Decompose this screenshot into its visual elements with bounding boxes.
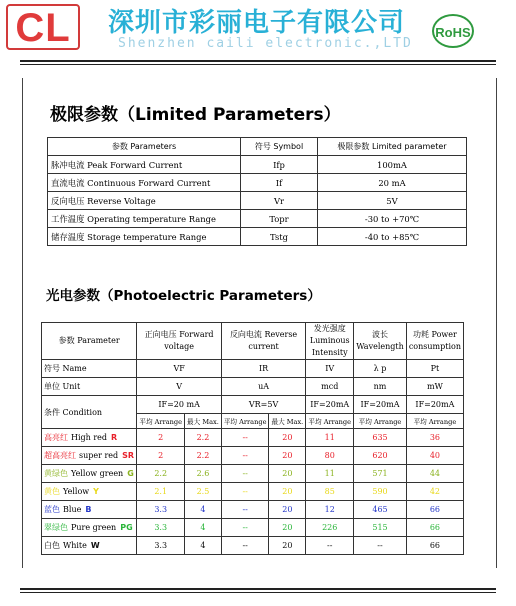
- table-cell: 平均 Arrange: [221, 414, 269, 429]
- company-name-en: Shenzhen caili electronic.,LTD: [118, 36, 413, 51]
- table-cell: --: [221, 429, 269, 447]
- table-cell: 4: [185, 519, 222, 537]
- col-header: 符号 Symbol: [241, 138, 318, 156]
- table-cell: 2.2: [185, 429, 222, 447]
- table-cell: 11: [306, 465, 354, 483]
- table-cell: IF=20mA: [354, 396, 407, 414]
- table-cell: 脉冲电流 Peak Forward Current: [48, 156, 241, 174]
- table-row: [48, 156, 467, 174]
- table-cell: 20: [269, 519, 306, 537]
- led-color-en: White: [63, 541, 87, 550]
- frame-left: [22, 78, 23, 568]
- col-header-luminous-intensity: 发光强度 Luminous Intensity: [306, 323, 354, 360]
- table-row: [48, 228, 467, 246]
- table-cell: 85: [306, 483, 354, 501]
- rohs-badge-icon: RoHS: [432, 14, 474, 48]
- table-cell: 2.2: [137, 465, 185, 483]
- led-color-code: PG: [120, 523, 133, 532]
- table-row: [42, 519, 464, 537]
- table-cell: IF=20mA: [306, 396, 354, 414]
- table-cell: 36: [406, 429, 463, 447]
- table-cell: --: [221, 519, 269, 537]
- led-color-cell: [42, 501, 137, 519]
- table-cell: --: [306, 537, 354, 555]
- table-cell: --: [221, 483, 269, 501]
- col-header: 参数 Parameters: [48, 138, 241, 156]
- led-color-cell: [42, 519, 137, 537]
- table-cell: --: [221, 465, 269, 483]
- table-cell: 100mA: [318, 156, 467, 174]
- table-cell: 平均 Arrange: [406, 414, 463, 429]
- led-color-cn: 白色: [44, 541, 60, 550]
- table-row: [48, 210, 467, 228]
- table-cell: 单位 Unit: [42, 378, 137, 396]
- col-header-forward-voltage: 正向电压 Forward voltage: [137, 323, 221, 360]
- table-cell: 590: [354, 483, 407, 501]
- table-cell: 2: [137, 429, 185, 447]
- table-cell: 5V: [318, 192, 467, 210]
- table-cell: 2.2: [185, 447, 222, 465]
- table-cell: Pt: [406, 360, 463, 378]
- table-cell: 3.3: [137, 501, 185, 519]
- table-cell: --: [354, 537, 407, 555]
- led-color-cn: 翠绿色: [44, 523, 68, 532]
- table-cell: IV: [306, 360, 354, 378]
- table-cell: nm: [354, 378, 407, 396]
- table-cell: 11: [306, 429, 354, 447]
- frame-right: [496, 78, 497, 568]
- table-cell: IF=20mA: [406, 396, 463, 414]
- table-cell: --: [221, 447, 269, 465]
- table-cell: 2: [137, 447, 185, 465]
- led-color-en: Yellow: [63, 487, 90, 496]
- table-cell: 465: [354, 501, 407, 519]
- led-color-code: W: [90, 541, 100, 550]
- table-cell: 4: [185, 501, 222, 519]
- led-color-cell: [42, 537, 137, 555]
- table-cell: 平均 Arrange: [354, 414, 407, 429]
- table-row: [42, 465, 464, 483]
- led-color-en: Yellow green: [71, 469, 124, 478]
- table-cell: --: [221, 537, 269, 555]
- table-cell: λ p: [354, 360, 407, 378]
- photoelectric-parameters-table: [41, 322, 464, 555]
- col-header-wavelength: 波长 Wavelength: [354, 323, 407, 360]
- table-cell: If: [241, 174, 318, 192]
- table-cell: 571: [354, 465, 407, 483]
- table-cell: 平均 Arrange: [306, 414, 354, 429]
- table-cell: VR=5V: [221, 396, 305, 414]
- table-cell: V: [137, 378, 221, 396]
- table-row: [42, 429, 464, 447]
- table-cell: 2.5: [185, 483, 222, 501]
- footer-rule: [20, 588, 496, 590]
- col-header-power: 功耗 Power consumption: [406, 323, 463, 360]
- table-cell: 12: [306, 501, 354, 519]
- led-color-cn: 黄色: [44, 487, 60, 496]
- table-cell: 20: [269, 429, 306, 447]
- table-cell: -40 to +85℃: [318, 228, 467, 246]
- table-cell: 620: [354, 447, 407, 465]
- table-header-row: [42, 323, 464, 360]
- table-cell: 符号 Name: [42, 360, 137, 378]
- table-cell: Topr: [241, 210, 318, 228]
- table-cell: 66: [406, 519, 463, 537]
- led-color-cn: 超高亮红: [44, 451, 76, 460]
- table-cell: -30 to +70℃: [318, 210, 467, 228]
- led-color-cell: [42, 429, 137, 447]
- table-cell: 66: [406, 537, 463, 555]
- table-cell: Vr: [241, 192, 318, 210]
- table-cell: mW: [406, 378, 463, 396]
- col-header: 极限参数 Limited parameter: [318, 138, 467, 156]
- table-cell: IF=20 mA: [137, 396, 221, 414]
- condition-row: [42, 396, 464, 414]
- limited-parameters-title: 极限参数（Limited Parameters）: [50, 105, 341, 125]
- led-color-cell: [42, 483, 137, 501]
- table-cell: 20: [269, 447, 306, 465]
- led-color-code: B: [85, 505, 92, 514]
- table-cell: 42: [406, 483, 463, 501]
- table-cell: 储存温度 Storage temperature Range: [48, 228, 241, 246]
- table-row: [42, 483, 464, 501]
- table-row: [42, 501, 464, 519]
- table-cell: 条件 Condition: [42, 396, 137, 429]
- table-cell: 反向电压 Reverse Voltage: [48, 192, 241, 210]
- header-rule: [20, 60, 496, 62]
- led-color-cell: [42, 465, 137, 483]
- table-cell: IR: [221, 360, 305, 378]
- table-cell: 20: [269, 537, 306, 555]
- table-cell: 2.1: [137, 483, 185, 501]
- led-color-cell: [42, 447, 137, 465]
- company-name-cn: 深圳市彩丽电子有限公司: [108, 8, 406, 38]
- table-cell: VF: [137, 360, 221, 378]
- table-row: [48, 174, 467, 192]
- table-cell: 515: [354, 519, 407, 537]
- led-color-en: super red: [79, 451, 119, 460]
- table-cell: 20 mA: [318, 174, 467, 192]
- table-row: [42, 537, 464, 555]
- led-color-code: G: [127, 469, 134, 478]
- photoelectric-parameters-title: 光电参数（Photoelectric Parameters）: [46, 288, 321, 304]
- table-cell: 20: [269, 465, 306, 483]
- limited-parameters-table: [47, 137, 467, 246]
- led-color-cn: 蓝色: [44, 505, 60, 514]
- table-cell: 226: [306, 519, 354, 537]
- company-logo: CL: [6, 4, 80, 50]
- unit-row: [42, 378, 464, 396]
- table-cell: 2.6: [185, 465, 222, 483]
- led-color-code: R: [111, 433, 118, 442]
- table-header-row: [48, 138, 467, 156]
- col-header-parameter: 参数 Parameter: [42, 323, 137, 360]
- table-cell: 44: [406, 465, 463, 483]
- led-color-en: Pure green: [71, 523, 117, 532]
- table-cell: 3.3: [137, 519, 185, 537]
- table-cell: 40: [406, 447, 463, 465]
- led-color-code: Y: [93, 487, 99, 496]
- led-color-en: High red: [71, 433, 108, 442]
- footer-rule-thin: [20, 592, 496, 593]
- led-color-cn: 高亮红: [44, 433, 68, 442]
- table-cell: mcd: [306, 378, 354, 396]
- table-cell: 工作温度 Operating temperature Range: [48, 210, 241, 228]
- table-cell: 20: [269, 501, 306, 519]
- table-cell: 80: [306, 447, 354, 465]
- table-cell: --: [221, 501, 269, 519]
- table-cell: uA: [221, 378, 305, 396]
- table-cell: 4: [185, 537, 222, 555]
- symbol-row: [42, 360, 464, 378]
- table-cell: Tstg: [241, 228, 318, 246]
- table-row: [42, 447, 464, 465]
- led-color-code: SR: [122, 451, 135, 460]
- header-rule-thin: [20, 64, 496, 65]
- led-color-cn: 黄绿色: [44, 469, 68, 478]
- table-cell: 20: [269, 483, 306, 501]
- table-cell: 平均 Arrange: [137, 414, 185, 429]
- table-cell: 66: [406, 501, 463, 519]
- table-cell: 最大 Max.: [185, 414, 222, 429]
- table-cell: 635: [354, 429, 407, 447]
- table-cell: 3.3: [137, 537, 185, 555]
- table-cell: Ifp: [241, 156, 318, 174]
- col-header-reverse-current: 反向电流 Reverse current: [221, 323, 305, 360]
- table-row: [48, 192, 467, 210]
- led-color-en: Blue: [63, 505, 82, 514]
- table-cell: 最大 Max.: [269, 414, 306, 429]
- table-cell: 直流电流 Continuous Forward Current: [48, 174, 241, 192]
